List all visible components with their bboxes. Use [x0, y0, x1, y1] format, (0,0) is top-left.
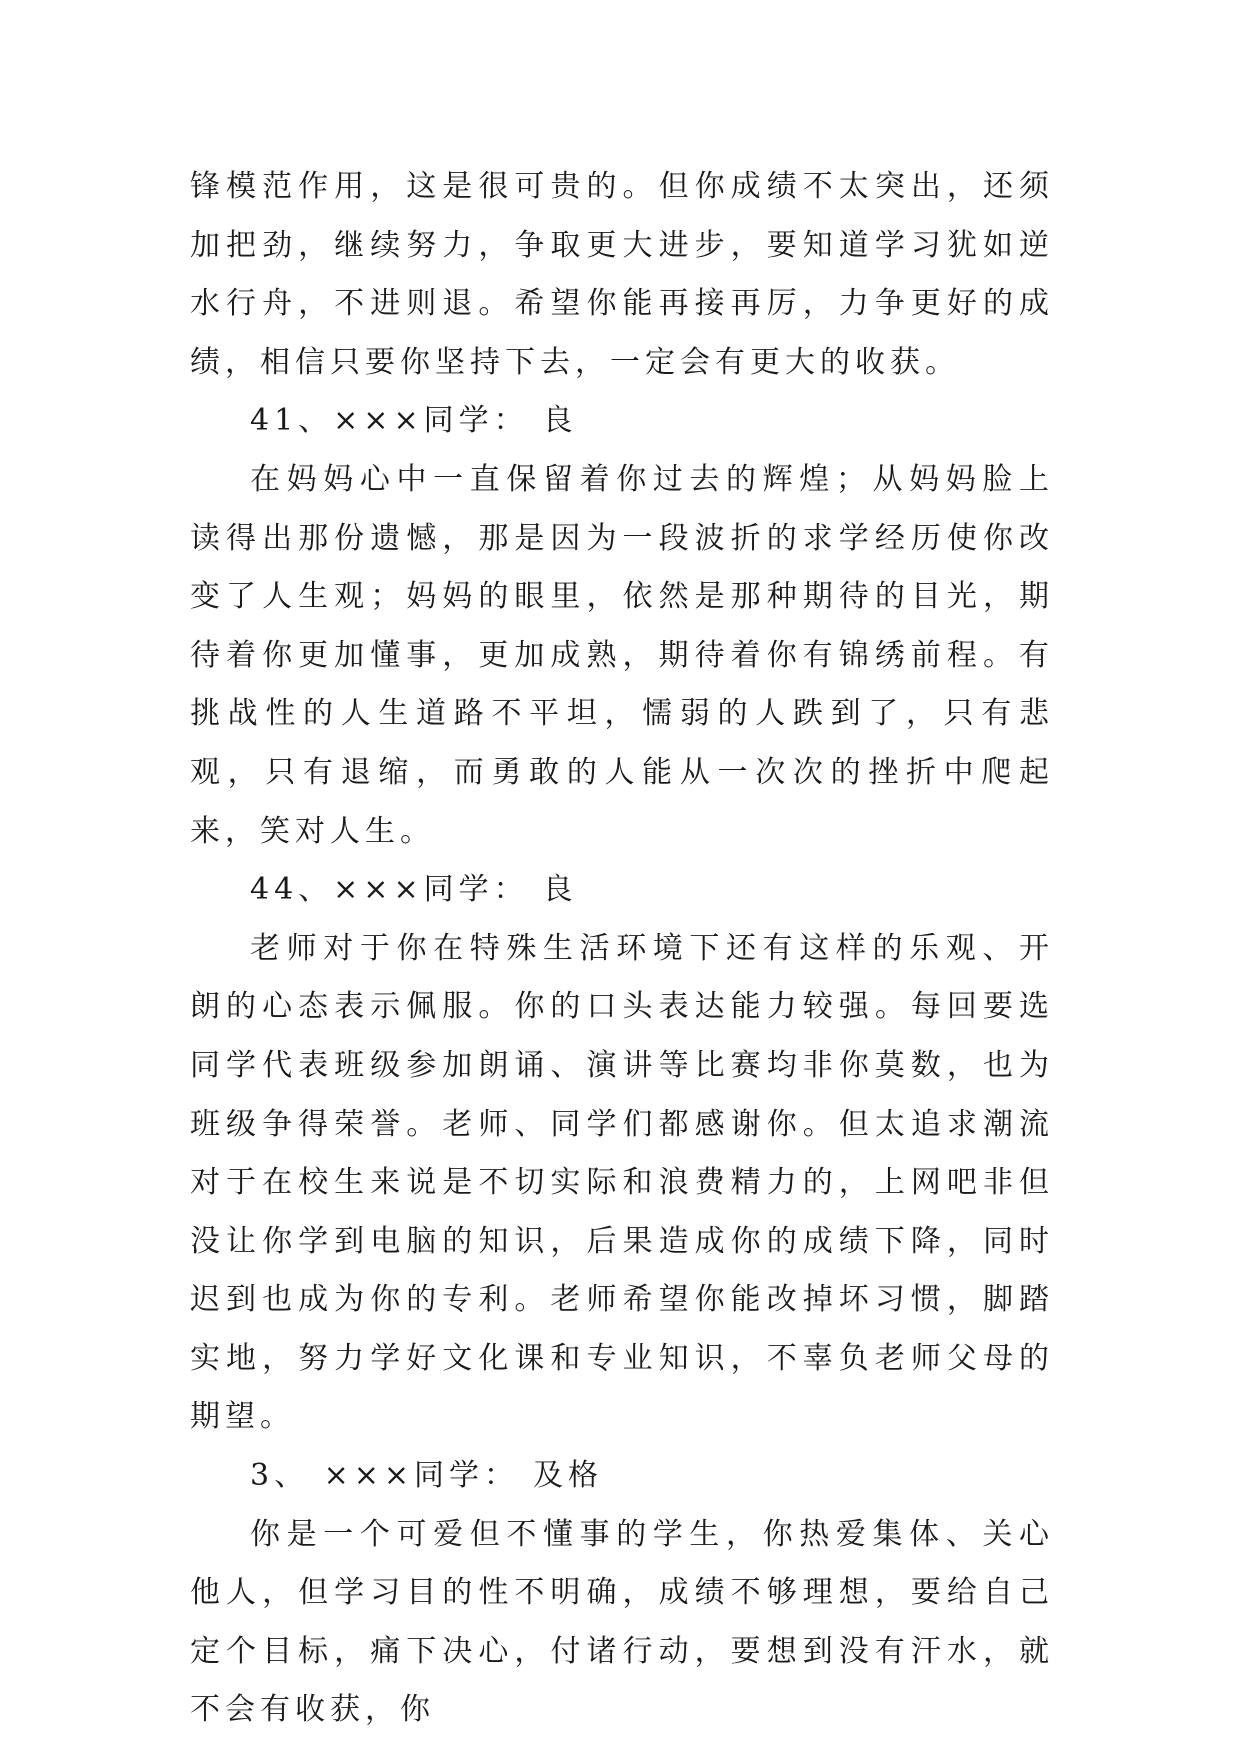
grade-label: 良: [542, 403, 578, 439]
student-heading-44: [190, 861, 1054, 920]
student-heading-41: [190, 392, 1054, 451]
comment-paragraph-41: 在妈妈心中一直保留着你过去的辉煌；从妈妈脸上读得出那份遗憾，那是因为一段波折的求学经历使你改变了人生观；妈妈的眼里，依然是那种期待的目光，期待着你更加懂事，更加成熟，期待着你有锦绣前程。有挑战性的人生道路不平坦，懦弱的人跌到了，只有悲观，只有退缩，而勇敢的人能从一次次的挫折中爬起来，笑对人生。: [190, 461, 1054, 849]
student-heading-label: 44、×××同学：: [250, 872, 529, 908]
grade-label: 良: [542, 872, 578, 908]
grade-label: 及格: [533, 1458, 604, 1494]
student-heading-label: 41、×××同学：: [250, 403, 529, 439]
paragraph-continuation: 锋模范作用，这是很可贵的。但你成绩不太突出，还须加把劲，继续努力，争取更大进步，要知道学习犹如逆水行舟，不进则退。希望你能再接再厉，力争更好的成绩，相信只要你坚持下去，一定会有更大的收获。: [190, 169, 1054, 380]
student-heading-3: [190, 1447, 1054, 1506]
comment-paragraph-3: 你是一个可爱但不懂事的学生，你热爱集体、关心他人，但学习目的性不明确，成绩不够理想，要给自己定个目标，痛下决心，付诸行动，要想到没有汗水，就不会有收获，你: [190, 1516, 1054, 1728]
document-body: [190, 158, 1054, 1740]
student-heading-label: 3、 ×××同学：: [250, 1458, 520, 1494]
comment-paragraph-44: 老师对于你在特殊生活环境下还有这样的乐观、开朗的心态表示佩服。你的口头表达能力较强。每回要选同学代表班级参加朗诵、演讲等比赛均非你莫数，也为班级争得荣誉。老师、同学们都感谢你。但太追求潮流对于在校生来说是不切实际和浪费精力的，上网吧非但没让你学到电脑的知识，后果造成你的成绩下降，同时迟到也成为你的专利。老师希望你能改掉坏习惯，脚踏实地，努力学好文化课和专业知识，不辜负老师父母的期望。: [190, 930, 1054, 1435]
